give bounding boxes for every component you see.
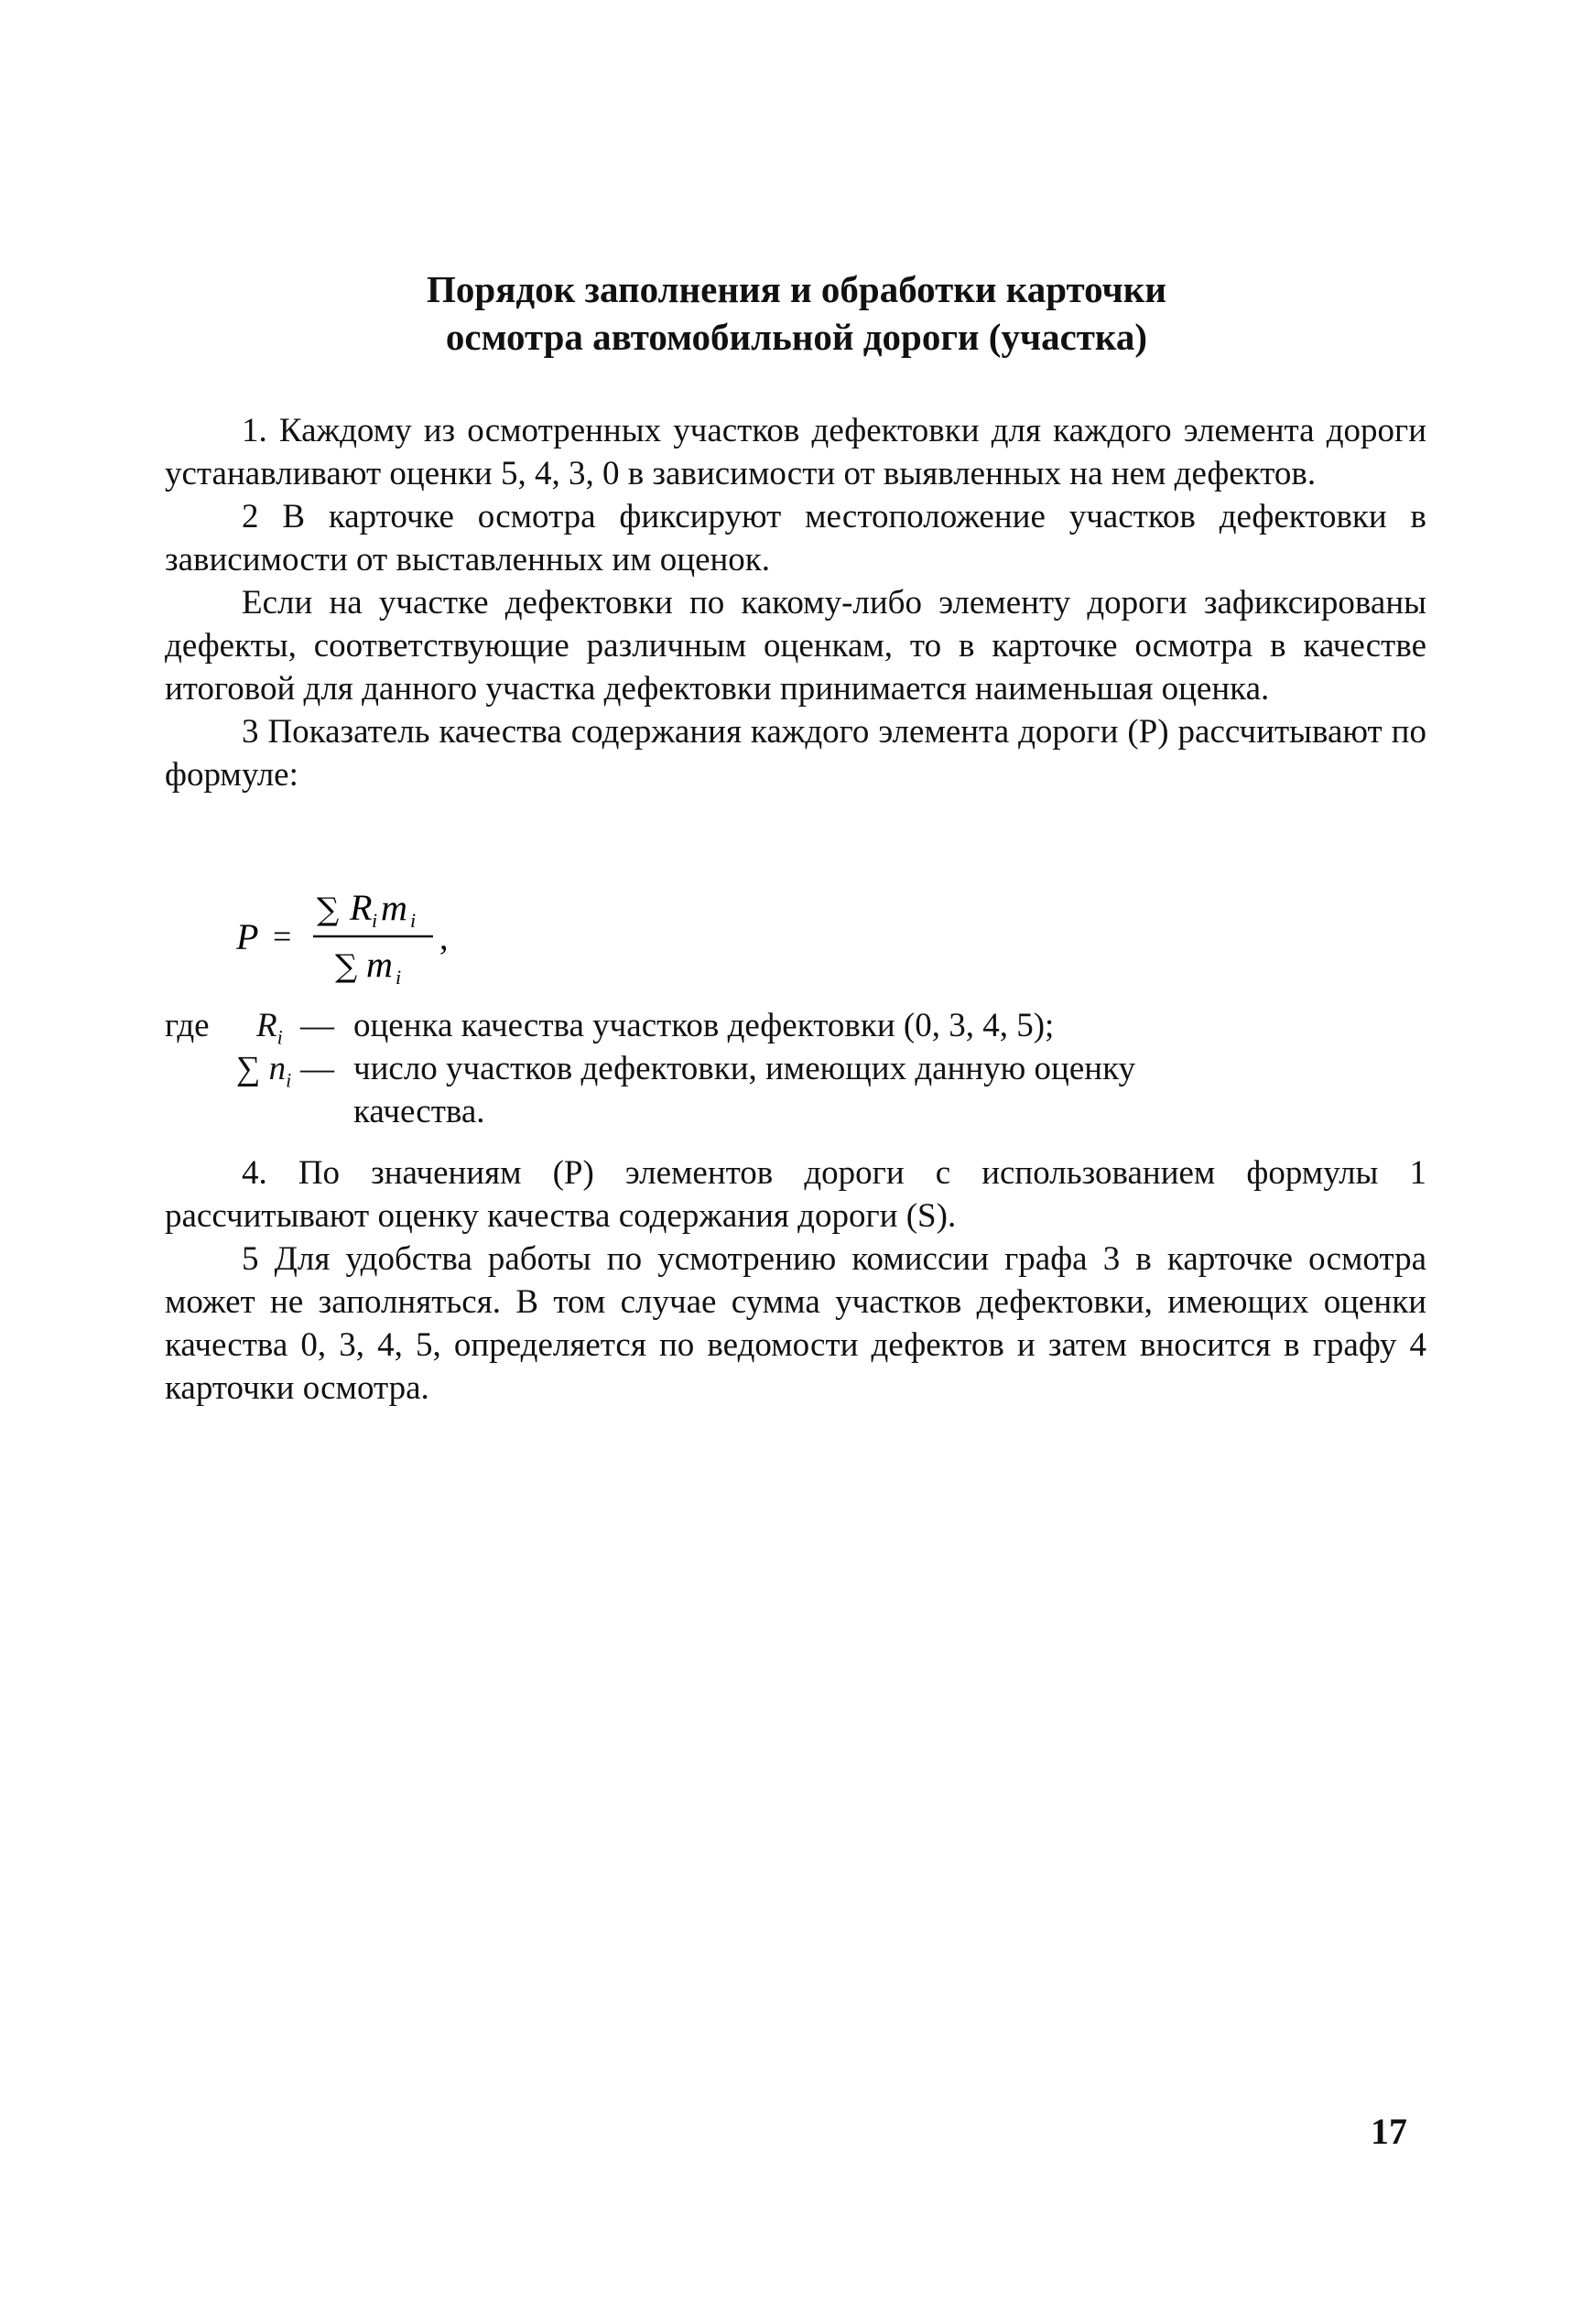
body-section-bottom <box>165 1151 1426 1410</box>
legend-where-word: где <box>165 1007 210 1044</box>
denominator-m-subscript: i <box>396 966 402 989</box>
numerator-sum-sign: ∑ <box>317 892 340 928</box>
legend-text-r: оценка качества участков дефектовки (0, 3, 4, 5); <box>353 1007 1055 1044</box>
formula-legend <box>165 1004 1426 1133</box>
paragraph-2-continued: Если на участке дефектовки по какому-либо элементу дороги зафиксированы дефекты, соответствующие различным оценкам, то в карточке осмотра в качестве итоговой для данного участка дефектовки принимается наименьшая оценка. <box>165 584 1426 708</box>
paragraph-3: 3 Показатель качества содержания каждого элемента дороги (Р) рассчитывают по формуле: <box>165 713 1426 794</box>
numerator-m-subscript: i <box>410 909 417 932</box>
legend-text-n: число участков дефектовки, имеющих данную оценку <box>353 1050 1136 1087</box>
title-line-1: Порядок заполнения и обработки карточки <box>427 268 1166 310</box>
legend-symbol-r-subscript: i <box>277 1025 283 1049</box>
legend-text-n-continuation: качества. <box>353 1093 485 1130</box>
legend-symbol-n-letter: ∑ n <box>236 1050 287 1087</box>
denominator-m: m <box>366 944 393 985</box>
formula-lhs: P <box>236 916 259 957</box>
legend-row-r <box>165 1004 1426 1047</box>
numerator-m: m <box>381 887 407 928</box>
paragraph-2: 2 В карточке осмотра фиксируют местоположение участков дефектовки в зависимости от выставленных им оценок. <box>165 498 1426 578</box>
legend-symbol-r-letter: R <box>256 1007 277 1044</box>
body-section-top <box>165 409 1426 796</box>
document-title <box>165 265 1428 361</box>
quality-formula <box>236 874 511 1002</box>
legend-symbol-n-subscript: i <box>286 1068 292 1092</box>
page-number: 17 <box>1371 2111 1407 2152</box>
paragraph-1: 1. Каждому из осмотренных участков дефектовки для каждого элемента дороги устанавливают оценки 5, 4, 3, 0 в зависимости от выявленных на нем дефектов. <box>165 412 1426 492</box>
denominator-sum-sign: ∑ <box>335 948 358 985</box>
paragraph-4: 4. По значениям (Р) элементов дороги с использованием формулы 1 рассчитывают оценку качества содержания дороги (S). <box>165 1154 1426 1235</box>
title-line-2: осмотра автомобильной дороги (участка) <box>445 316 1148 358</box>
numerator-r: R <box>350 887 373 928</box>
legend-row-n-continued <box>165 1090 1426 1133</box>
formula-graphic <box>236 874 511 1002</box>
legend-dash-n: — <box>300 1050 334 1087</box>
legend-row-n <box>165 1047 1426 1090</box>
formula-equals: = <box>273 918 292 955</box>
formula-comma: , <box>439 919 449 957</box>
legend-dash-r: — <box>300 1007 334 1044</box>
numerator-r-subscript: i <box>372 909 378 932</box>
paragraph-5: 5 Для удобства работы по усмотрению комиссии графа 3 в карточке осмотра может не заполняться. В том случае сумма участков дефектовки, имеющих оценки качества 0, 3, 4, 5, определяется по ведомости дефектов и затем вносится в графу 4 карточки осмотра. <box>165 1240 1426 1407</box>
